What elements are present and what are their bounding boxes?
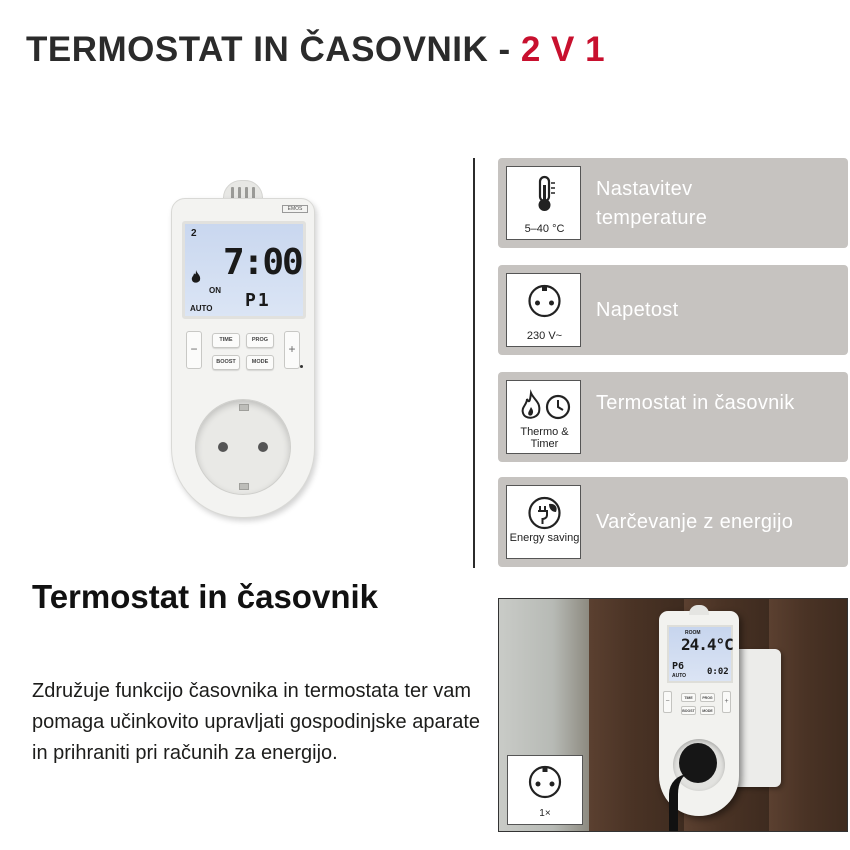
device-lcd bbox=[182, 221, 306, 319]
device-plus-button[interactable]: + bbox=[284, 331, 300, 369]
device-vent bbox=[689, 605, 709, 615]
device-prog-button[interactable]: PROG bbox=[246, 333, 274, 348]
vertical-divider bbox=[473, 158, 475, 568]
socket-hole-left bbox=[218, 442, 228, 452]
power-socket-icon bbox=[508, 762, 582, 802]
flame-icon bbox=[191, 270, 201, 287]
product-in-use-photo bbox=[498, 598, 848, 832]
feature-icon-box bbox=[506, 166, 581, 240]
feature-icon-box bbox=[506, 273, 581, 347]
feature-label: Termostat in časovnik bbox=[596, 392, 795, 414]
power-socket-icon bbox=[507, 282, 582, 320]
feature-icon-box bbox=[506, 485, 581, 559]
lcd-on-indicator: ON bbox=[209, 286, 221, 295]
section-description: Združuje funkcijo časovnika in termostata ter vam pomaga učinkovito upravljati gospodinjske aparate in prihraniti pri računih za energijo. bbox=[32, 680, 481, 764]
photo-cable bbox=[669, 774, 689, 832]
feature-card-thermo-timer bbox=[498, 372, 848, 462]
feature-icon-box bbox=[506, 380, 581, 454]
feature-caption: 230 V~ bbox=[526, 330, 563, 342]
feature-caption: Energy saving bbox=[509, 532, 580, 544]
device-socket bbox=[195, 399, 291, 495]
title-accent: 2 V 1 bbox=[520, 30, 606, 69]
lcd-room-label: ROOM bbox=[685, 630, 701, 636]
feature-caption: 5–40 °C bbox=[524, 223, 565, 235]
socket-hole-right bbox=[258, 442, 268, 452]
device-brand-label: EMOS bbox=[282, 205, 308, 213]
photo-boost-button: BOOST bbox=[681, 706, 696, 715]
lcd-time: 7:00 bbox=[223, 242, 302, 283]
socket-earth-top bbox=[239, 404, 249, 411]
lcd-auto-indicator: AUTO bbox=[190, 304, 213, 313]
socket-count-box bbox=[507, 755, 583, 825]
device-time-button[interactable]: TIME bbox=[212, 333, 240, 348]
lcd-program: P6 bbox=[672, 661, 685, 672]
title-main: TERMOSTAT IN ČASOVNIK - bbox=[26, 30, 521, 69]
photo-device-lcd bbox=[667, 625, 733, 683]
device-mode-button[interactable]: MODE bbox=[246, 355, 274, 370]
lcd-program: P1 bbox=[245, 290, 271, 311]
feature-card-voltage bbox=[498, 265, 848, 355]
lcd-temperature: 24.4°C bbox=[681, 635, 733, 654]
lcd-time: 0:02 bbox=[707, 667, 729, 677]
device-boost-button[interactable]: BOOST bbox=[212, 355, 240, 370]
flame-clock-icon bbox=[507, 389, 582, 427]
thermostat-device-image bbox=[168, 178, 318, 523]
socket-earth-bottom bbox=[239, 483, 249, 490]
device-body bbox=[171, 198, 315, 518]
energy-saving-plug-icon bbox=[507, 494, 582, 532]
feature-card-temperature bbox=[498, 158, 848, 248]
thermometer-icon bbox=[507, 175, 582, 213]
feature-caption: Thermo & Timer bbox=[520, 426, 569, 450]
feature-label: Nastavitev temperature bbox=[596, 178, 708, 229]
photo-time-button: TIME bbox=[681, 693, 696, 702]
feature-label: Napetost bbox=[596, 299, 679, 321]
photo-plus-button: + bbox=[722, 691, 731, 713]
section-heading: Termostat in časovnik bbox=[32, 578, 379, 615]
lcd-program-number: 2 bbox=[191, 228, 197, 239]
page-title bbox=[26, 30, 605, 70]
feature-label: Varčevanje z energijo bbox=[596, 511, 794, 533]
photo-prog-button: PROG bbox=[700, 693, 715, 702]
photo-mode-button: MODE bbox=[700, 706, 715, 715]
socket-count-label: 1× bbox=[539, 808, 551, 819]
device-minus-button[interactable]: − bbox=[186, 331, 202, 369]
lcd-auto-indicator: AUTO bbox=[672, 673, 687, 679]
photo-minus-button: − bbox=[663, 691, 672, 713]
feature-card-energy-saving bbox=[498, 477, 848, 567]
device-led bbox=[300, 365, 303, 368]
